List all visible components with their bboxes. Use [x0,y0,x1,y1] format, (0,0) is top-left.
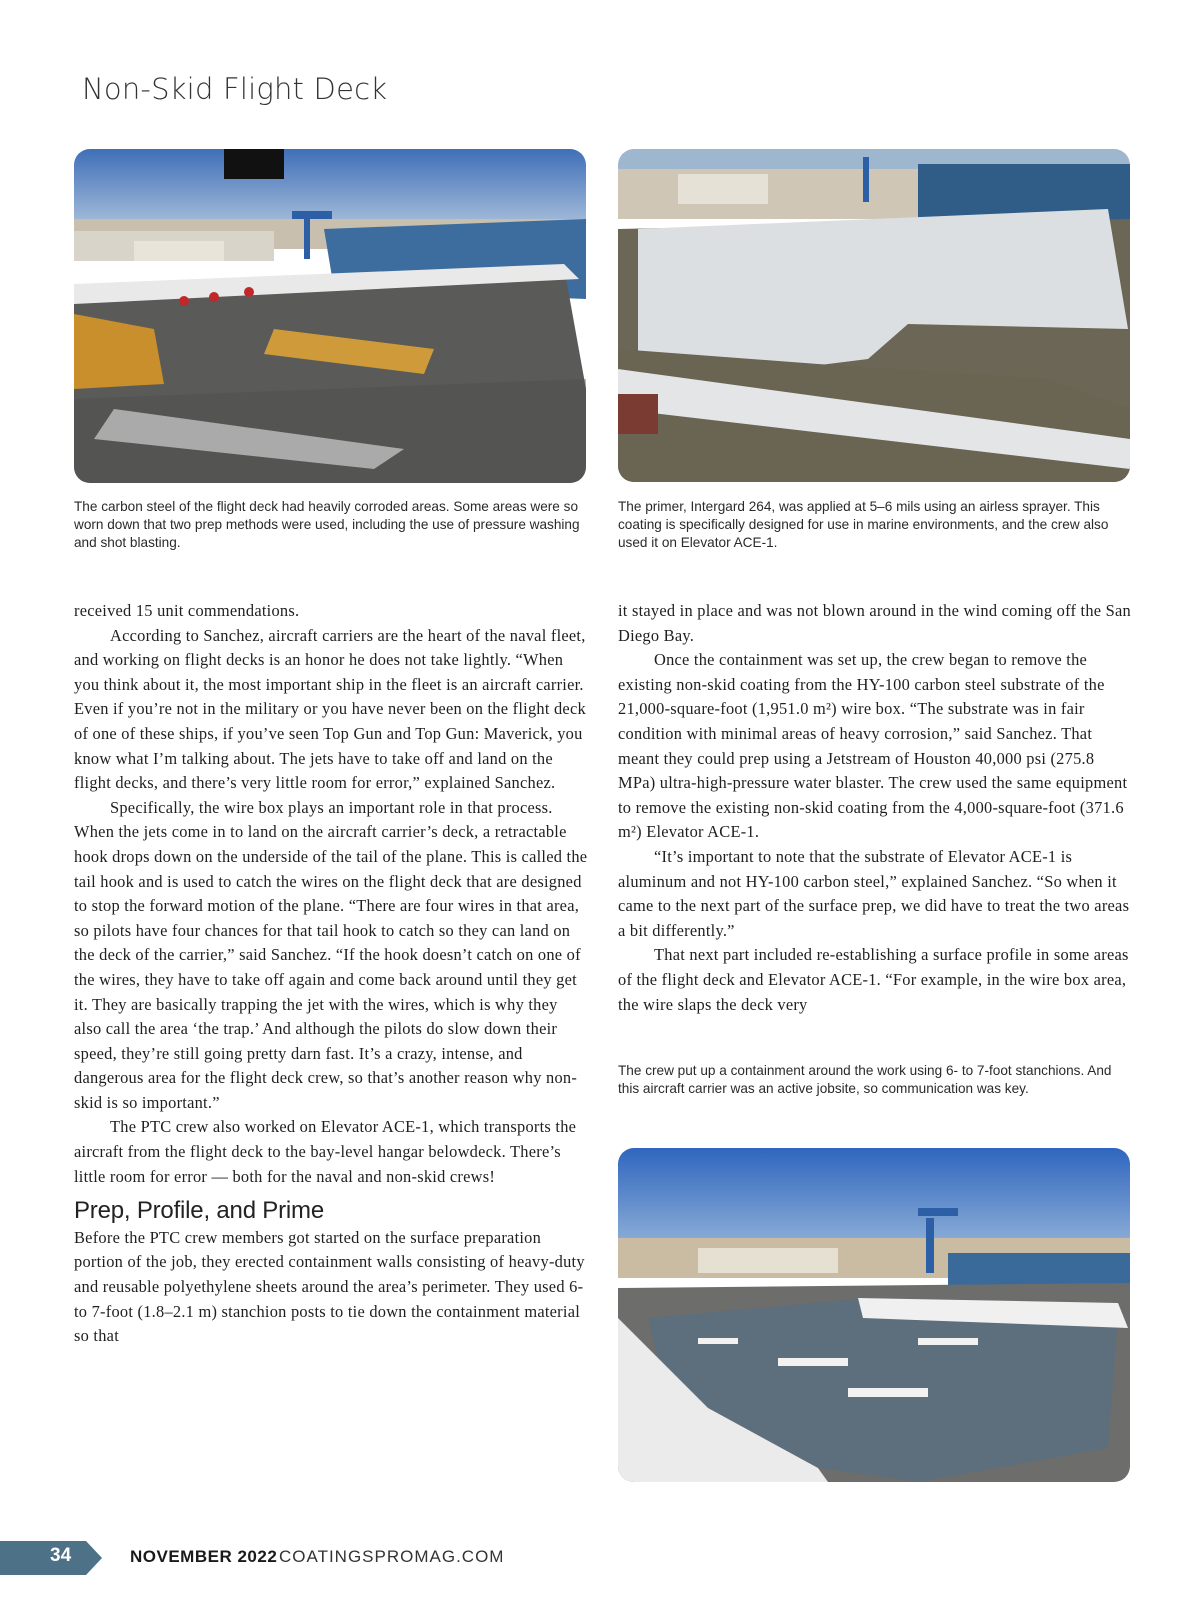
photo-containment-stanchions [618,1148,1130,1482]
photo-caption: The carbon steel of the flight deck had heavily corroded areas. Some areas were so worn down that two prep methods were used, including the use of pressure washing and shot blasting. [74,499,580,550]
paragraph: Once the containment was set up, the crew began to remove the existing non-skid coating from the HY-100 carbon steel substrate of the 21,000-square-foot (1,951.0 m²) wire box. “The substrate was in fair condition with minimal areas of heavy corrosion,” said Sanchez. That meant they could prep using a Jetstream of Houston 40,000 psi (275.8 MPa) ultra-high-pressure water blaster. The crew used the same equipment to remove the existing non-skid coating from the 4,000-square-foot (371.6 m²) Elevator ACE-1. [618,650,1128,842]
article-left-column [74,599,588,1349]
page-number: 34 [50,1545,72,1566]
paragraph: “It’s important to note that the substrate of Elevator ACE-1 is aluminum and not HY-100 carbon steel,” explained Sanchez. “So when it came to the next part of the surface prep, we did have to treat the two areas a bit differently.” [618,846,1130,940]
photo-corroded-flight-deck [74,149,586,483]
paragraph: received 15 unit commendations. [74,601,300,620]
section-title: Non-Skid Flight Deck [82,72,388,106]
issue-date: NOVEMBER 2022 [130,1547,278,1566]
site-name: COATINGSPROMAG.COM [279,1547,505,1566]
paragraph: According to Sanchez, aircraft carriers are the heart of the naval fleet, and working on flight decks is an honor he does not take lightly. “When you think about it, the most important ship in the fleet is an aircraft carrier. Even if you’re not in the military or you have never been on the flight deck of one of these ships, if you’ve seen Top Gun and Top Gun: Maverick, you know what I’m talking about. The jets have to take off and land on the flight decks, and there’s very little room for error,” explained Sanchez. [74,625,586,793]
paragraph: That next part included re-establishing a surface profile in some areas of the flight deck and Elevator ACE-1. “For example, in the wire box area, the wire slaps the deck very [618,945,1129,1014]
photo-primer-application [618,149,1130,482]
subheading: Prep, Profile, and Prime [74,1197,324,1225]
paragraph: it stayed in place and was not blown around in the wind coming off the San Diego Bay. [618,601,1132,645]
photo-caption: The primer, Intergard 264, was applied at 5–6 mils using an airless sprayer. This coating is specifically designed for use in marine environments, and the crew also used it on Elevator ACE-1. [618,499,1109,550]
paragraph: The PTC crew also worked on Elevator ACE-1, which transports the aircraft from the flight deck to the bay-level hangar belowdeck. There’s little room for error — both for the naval and non-skid crews! [74,1117,577,1186]
paragraph: Before the PTC crew members got started on the surface preparation portion of the job, they erected containment walls consisting of heavy-duty and reusable polyethylene sheets around the area’s perimeter. They used 6- to 7-foot (1.8–2.1 m) stanchion posts to tie down the containment material so that [74,1227,585,1346]
paragraph: Specifically, the wire box plays an important role in that process. When the jets come in to land on the aircraft carrier’s deck, a retractable hook drops down on the underside of the tail of the plane. This is called the tail hook and is used to catch the wires on the flight deck that are designed to stop the forward motion of the plane. “There are four wires in that area, so pilots have four chances for that tail hook to catch so they can land on the deck of the carrier,” said Sanchez. “If the hook doesn’t catch on one of the wires, they have to take off again and come back around until they get it. They are basically trapping the jet with the wires, which is why they also call the area ‘the trap.’ And although the pilots do slow down their speed, they’re still going pretty darn fast. It’s a crazy, intense, and dangerous area for the flight deck crew, so that’s another reason why non-skid is so important.” [74,797,588,1112]
article-right-column [618,599,1134,1017]
photo-caption: The crew put up a containment around the work using 6- to 7-foot stanchions. And this aircraft carrier was an active jobsite, so communication was key. [618,1063,1112,1096]
